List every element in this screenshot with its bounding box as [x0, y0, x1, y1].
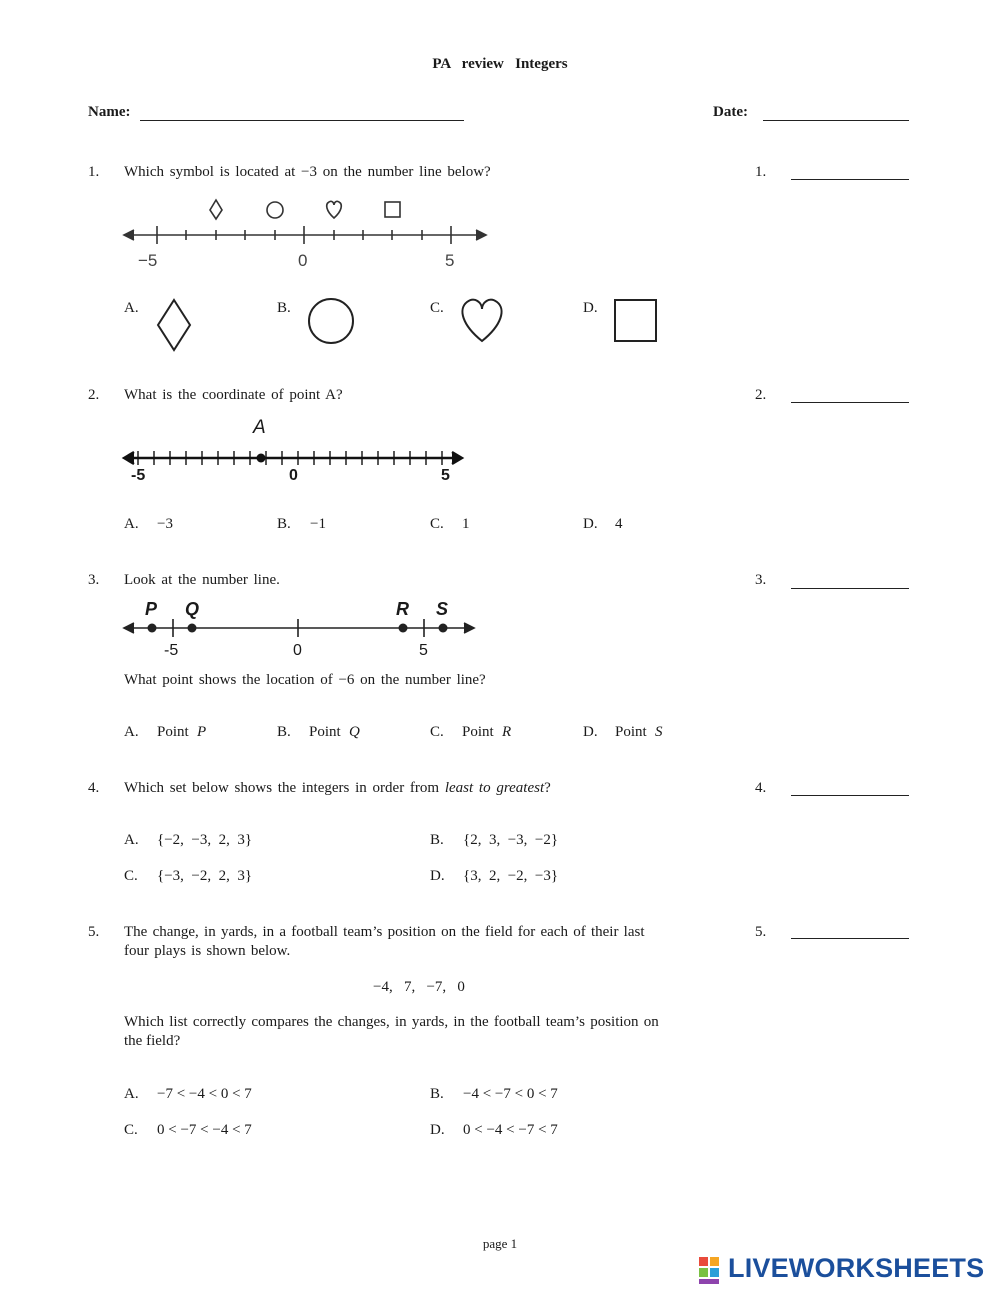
q2-option-b-value: −1 [310, 516, 326, 532]
q1-text: Which symbol is located at −3 on the number line below? [124, 164, 491, 180]
q3-point-label: R [396, 599, 409, 619]
q4-text-emphasis: least to greatest [444, 780, 545, 796]
logo-square-icon [699, 1268, 708, 1277]
q4-number: 4. [88, 780, 100, 796]
q2-option-c-value: 1 [462, 516, 470, 532]
q2-point-label: A [253, 417, 266, 438]
q3-option-b-letter: B. [277, 724, 291, 740]
q3-option-d-value: S [655, 724, 663, 740]
q5-option-d-letter: D. [430, 1122, 445, 1138]
q3-option-b-prefix: Point [309, 724, 341, 740]
q1-tick-label: −5 [138, 251, 158, 270]
q3-option-c-letter: C. [430, 724, 444, 740]
q3-tick-label: 5 [419, 642, 428, 659]
q2-number: 2. [88, 387, 100, 403]
q3-option-a-letter: A. [124, 724, 139, 740]
q3-option-c-prefix: Point [462, 724, 494, 740]
logo-square-icon [710, 1268, 719, 1277]
q2-option-b-letter: B. [277, 516, 291, 532]
q3-tick-label: -5 [164, 642, 179, 659]
q2-option-a-letter: A. [124, 516, 139, 532]
q4-option-d-value: {3, 2, −2, −3} [463, 868, 559, 884]
q3-right-arrow [464, 623, 474, 633]
q5-answer-number: 5. [755, 924, 767, 940]
q4-option-a-letter: A. [124, 832, 139, 848]
q3-option-d-letter: D. [583, 724, 598, 740]
q1-tick-label: 5 [445, 251, 455, 270]
q3-point-label: Q [185, 599, 200, 619]
q1-option-d-letter: D. [583, 300, 598, 316]
logo-square-icon [710, 1257, 719, 1266]
brand-logo-text[interactable]: LIVEWORKSHEETS [728, 1253, 985, 1283]
q5-text-line1: The change, in yards, in a football team’s position on the field for each of their last [124, 924, 645, 940]
q3-answer-number: 3. [755, 572, 767, 588]
q1-option-b-letter: B. [277, 300, 291, 316]
q1-tick-label: 0 [298, 251, 308, 270]
q4-text [124, 780, 551, 797]
date-label: Date: [713, 104, 748, 120]
q5-question-line2: the field? [124, 1033, 181, 1049]
page-title: PA review Integers [432, 56, 568, 72]
q1-number: 1. [88, 164, 100, 180]
q3-question: What point shows the location of −6 on the number line? [124, 672, 486, 688]
q1-option-c-letter: C. [430, 300, 444, 316]
q3-number: 3. [88, 572, 100, 588]
q3-point-label: S [436, 599, 449, 619]
q5-option-c-letter: C. [124, 1122, 138, 1138]
q4-option-b-value: {2, 3, −3, −2} [463, 832, 559, 848]
logo-bar-icon [699, 1279, 719, 1284]
q5-text-line2: four plays is shown below. [124, 943, 291, 959]
q2-option-d-letter: D. [583, 516, 598, 532]
q2-option-c-letter: C. [430, 516, 444, 532]
q5-values: −4, 7, −7, 0 [373, 979, 465, 995]
q3-point-s-dot [439, 624, 448, 633]
q2-option-a-value: −3 [157, 516, 173, 532]
q5-option-b-value: −4 < −7 < 0 < 7 [463, 1086, 558, 1102]
q4-text-after: ? [544, 780, 551, 796]
q3-left-arrow [124, 623, 134, 633]
q3-text: Look at the number line. [124, 572, 280, 588]
q1-option-a-letter: A. [124, 300, 139, 316]
q3-point-r-dot [399, 624, 408, 633]
q2-tick-label: 5 [441, 467, 450, 484]
q3-point-q-dot [188, 624, 197, 633]
q5-option-c-value: 0 < −7 < −4 < 7 [157, 1122, 252, 1138]
q4-answer-number: 4. [755, 780, 767, 796]
page-number: page 1 [482, 1236, 518, 1251]
q2-option-d-value: 4 [615, 516, 623, 532]
q2-answer-number: 2. [755, 387, 767, 403]
q5-option-d-value: 0 < −4 < −7 < 7 [463, 1122, 558, 1138]
q5-option-a-value: −7 < −4 < 0 < 7 [157, 1086, 252, 1102]
q2-tick-label: -5 [131, 467, 146, 484]
q4-option-b-letter: B. [430, 832, 444, 848]
name-label: Name: [88, 104, 131, 120]
q1-answer-number: 1. [755, 164, 767, 180]
q5-option-b-letter: B. [430, 1086, 444, 1102]
q3-option-d-prefix: Point [615, 724, 647, 740]
q5-question-line1: Which list correctly compares the changes, in yards, in the football team’s position on [124, 1014, 659, 1030]
q2-text: What is the coordinate of point A? [124, 387, 343, 403]
q4-option-a-value: {−2, −3, 2, 3} [157, 832, 253, 848]
q4-text-before: Which set below shows the integers in order from [124, 780, 445, 796]
q5-number: 5. [88, 924, 100, 940]
q3-option-a-value: P [197, 724, 207, 740]
q5-option-a-letter: A. [124, 1086, 139, 1102]
q4-option-d-letter: D. [430, 868, 445, 884]
logo-square-icon [699, 1257, 708, 1266]
q3-option-b-value: Q [349, 724, 360, 740]
q4-option-c-value: {−3, −2, 2, 3} [157, 868, 253, 884]
q3-option-a-prefix: Point [157, 724, 189, 740]
q4-answer-field[interactable] [791, 795, 909, 796]
q4-option-c-letter: C. [124, 868, 138, 884]
q5-answer-field[interactable] [791, 938, 909, 939]
q2-tick-label: 0 [289, 467, 298, 484]
q3-point-p-dot [148, 624, 157, 633]
q3-point-label: P [145, 599, 158, 619]
q3-tick-label: 0 [293, 642, 302, 659]
q3-option-c-value: R [502, 724, 512, 740]
